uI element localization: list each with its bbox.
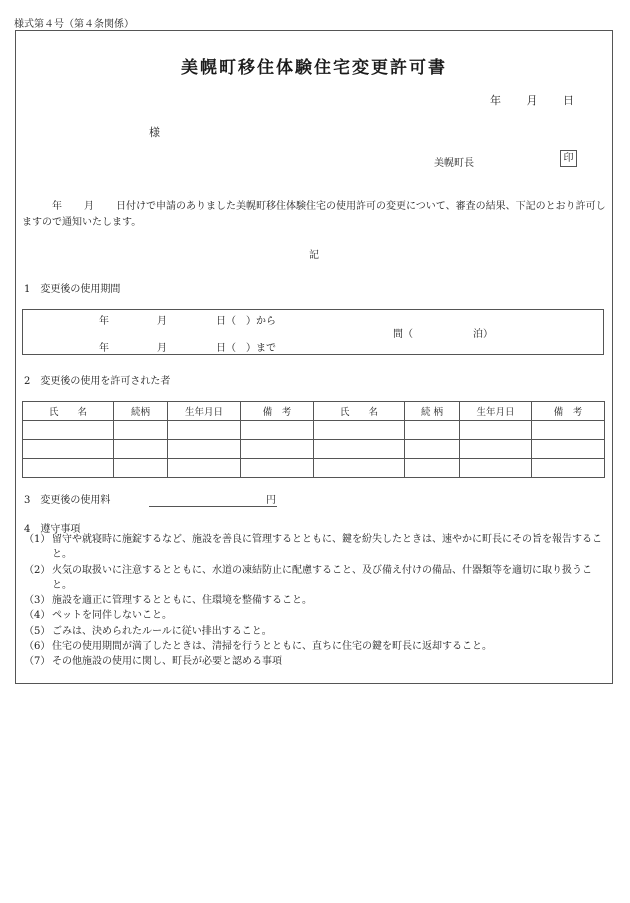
body-text: 日付けで申請のありました美幌町移住体験住宅の使用許可の変更について、審査の結果、下記のとおり許可しますので通知いたします。 [22,201,606,228]
table-cell [168,421,241,440]
addressee-suffix: 様 [149,126,160,139]
rule-text: 留守や就寝時に施錠するなど、施設を善良に管理するとともに、鍵を紛失したときは、速やかに町長にその旨を報告すること。 [52,534,602,561]
issue-date [490,92,574,108]
table-cell [168,459,241,478]
table-cell [241,440,314,459]
fee-unit: 円 [266,495,276,506]
header-birthdate-1: 生年月日 [168,402,241,421]
seal-mark: 印 [560,150,577,167]
table-cell [241,421,314,440]
form-number: 様式第４号（第４条関係） [14,19,134,30]
to-month: 月 [157,343,167,354]
document-title: 美幌町移住体験住宅変更許可書 [181,58,447,78]
header-name-1: 氏 名 [23,402,114,421]
table-cell [314,421,405,440]
from-year: 年 [99,316,109,327]
table-cell [405,440,460,459]
table-cell [460,459,532,478]
rule-number: （1） [24,534,51,545]
section2-title: 2 変更後の使用を許可された者 [24,376,171,387]
header-relation-2: 続 柄 [405,402,460,421]
section4-title: 4 遵守事項 [24,524,81,535]
table-cell [460,440,532,459]
stay-count [393,325,493,340]
list-item [24,593,604,608]
rule-text: 施設を適正に管理するとともに、住環境を整備すること。 [52,595,312,607]
section3-title: 3 変更後の使用料 [24,495,111,506]
period-box [22,309,604,355]
table-header-row [23,402,605,421]
table-cell [241,459,314,478]
header-name-2: 氏 名 [314,402,405,421]
table-cell [460,421,532,440]
ki-heading: 記 [309,250,319,261]
table-row [23,440,605,459]
document-frame [15,30,613,684]
table-cell [405,421,460,440]
table-cell [314,440,405,459]
table-cell [23,440,114,459]
table-cell [114,459,168,478]
date-month: 月 [526,94,538,107]
rule-text: その他施設の使用に関し、町長が必要と認める事項 [52,656,282,668]
header-relation-1: 続柄 [114,402,168,421]
body-month: 月 [84,201,94,212]
table-cell [314,459,405,478]
date-day: 日 [563,94,574,107]
rule-text: ペットを同伴しないこと。 [52,610,172,622]
rule-number: （3） [24,595,51,607]
rule-number: （6） [24,641,51,653]
rule-number: （2） [24,564,51,576]
header-remarks-2: 備 考 [532,402,605,421]
table-cell [405,459,460,478]
table-cell [23,459,114,478]
list-item [24,608,604,623]
notice-paragraph [22,199,606,231]
rule-number: （5） [24,625,51,637]
body-year: 年 [52,201,62,212]
table-cell [532,421,605,440]
fee-blank-line [149,494,277,507]
stay-close: 泊） [473,329,493,340]
header-remarks-1: 備 考 [241,402,314,421]
date-year: 年 [490,94,501,107]
list-item [24,563,604,594]
table-row [23,459,605,478]
rule-number: （7） [24,656,51,668]
list-item [24,639,604,654]
table-cell [168,440,241,459]
table-cell [532,440,605,459]
table-cell [114,421,168,440]
from-month: 月 [157,316,167,327]
table-cell [23,421,114,440]
rules-list [24,532,604,670]
stay-open: 間（ [393,329,413,340]
table-row [23,421,605,440]
table-cell [114,440,168,459]
list-item [24,624,604,639]
list-item [24,532,604,563]
rule-number: （4） [24,610,51,622]
header-birthdate-2: 生年月日 [460,402,532,421]
issuer-title: 美幌町長 [434,158,474,169]
list-item [24,654,604,669]
to-year: 年 [99,343,109,354]
table-cell [532,459,605,478]
persons-table [22,401,605,478]
rule-text: ごみは、決められたルールに従い排出すること。 [52,625,272,637]
rule-text: 火気の取扱いに注意するとともに、水道の凍結防止に配慮すること、及び備え付けの備品、什器類等を適切に取り扱うこと。 [52,564,592,591]
section1-title: 1 変更後の使用期間 [24,284,121,295]
to-day: 日（ ）まで [216,343,276,354]
rule-text: 住宅の使用期間が満了したときは、清掃を行うとともに、直ちに住宅の鍵を町長に返却すること。 [52,641,492,653]
from-day: 日（ ）から [216,316,276,327]
